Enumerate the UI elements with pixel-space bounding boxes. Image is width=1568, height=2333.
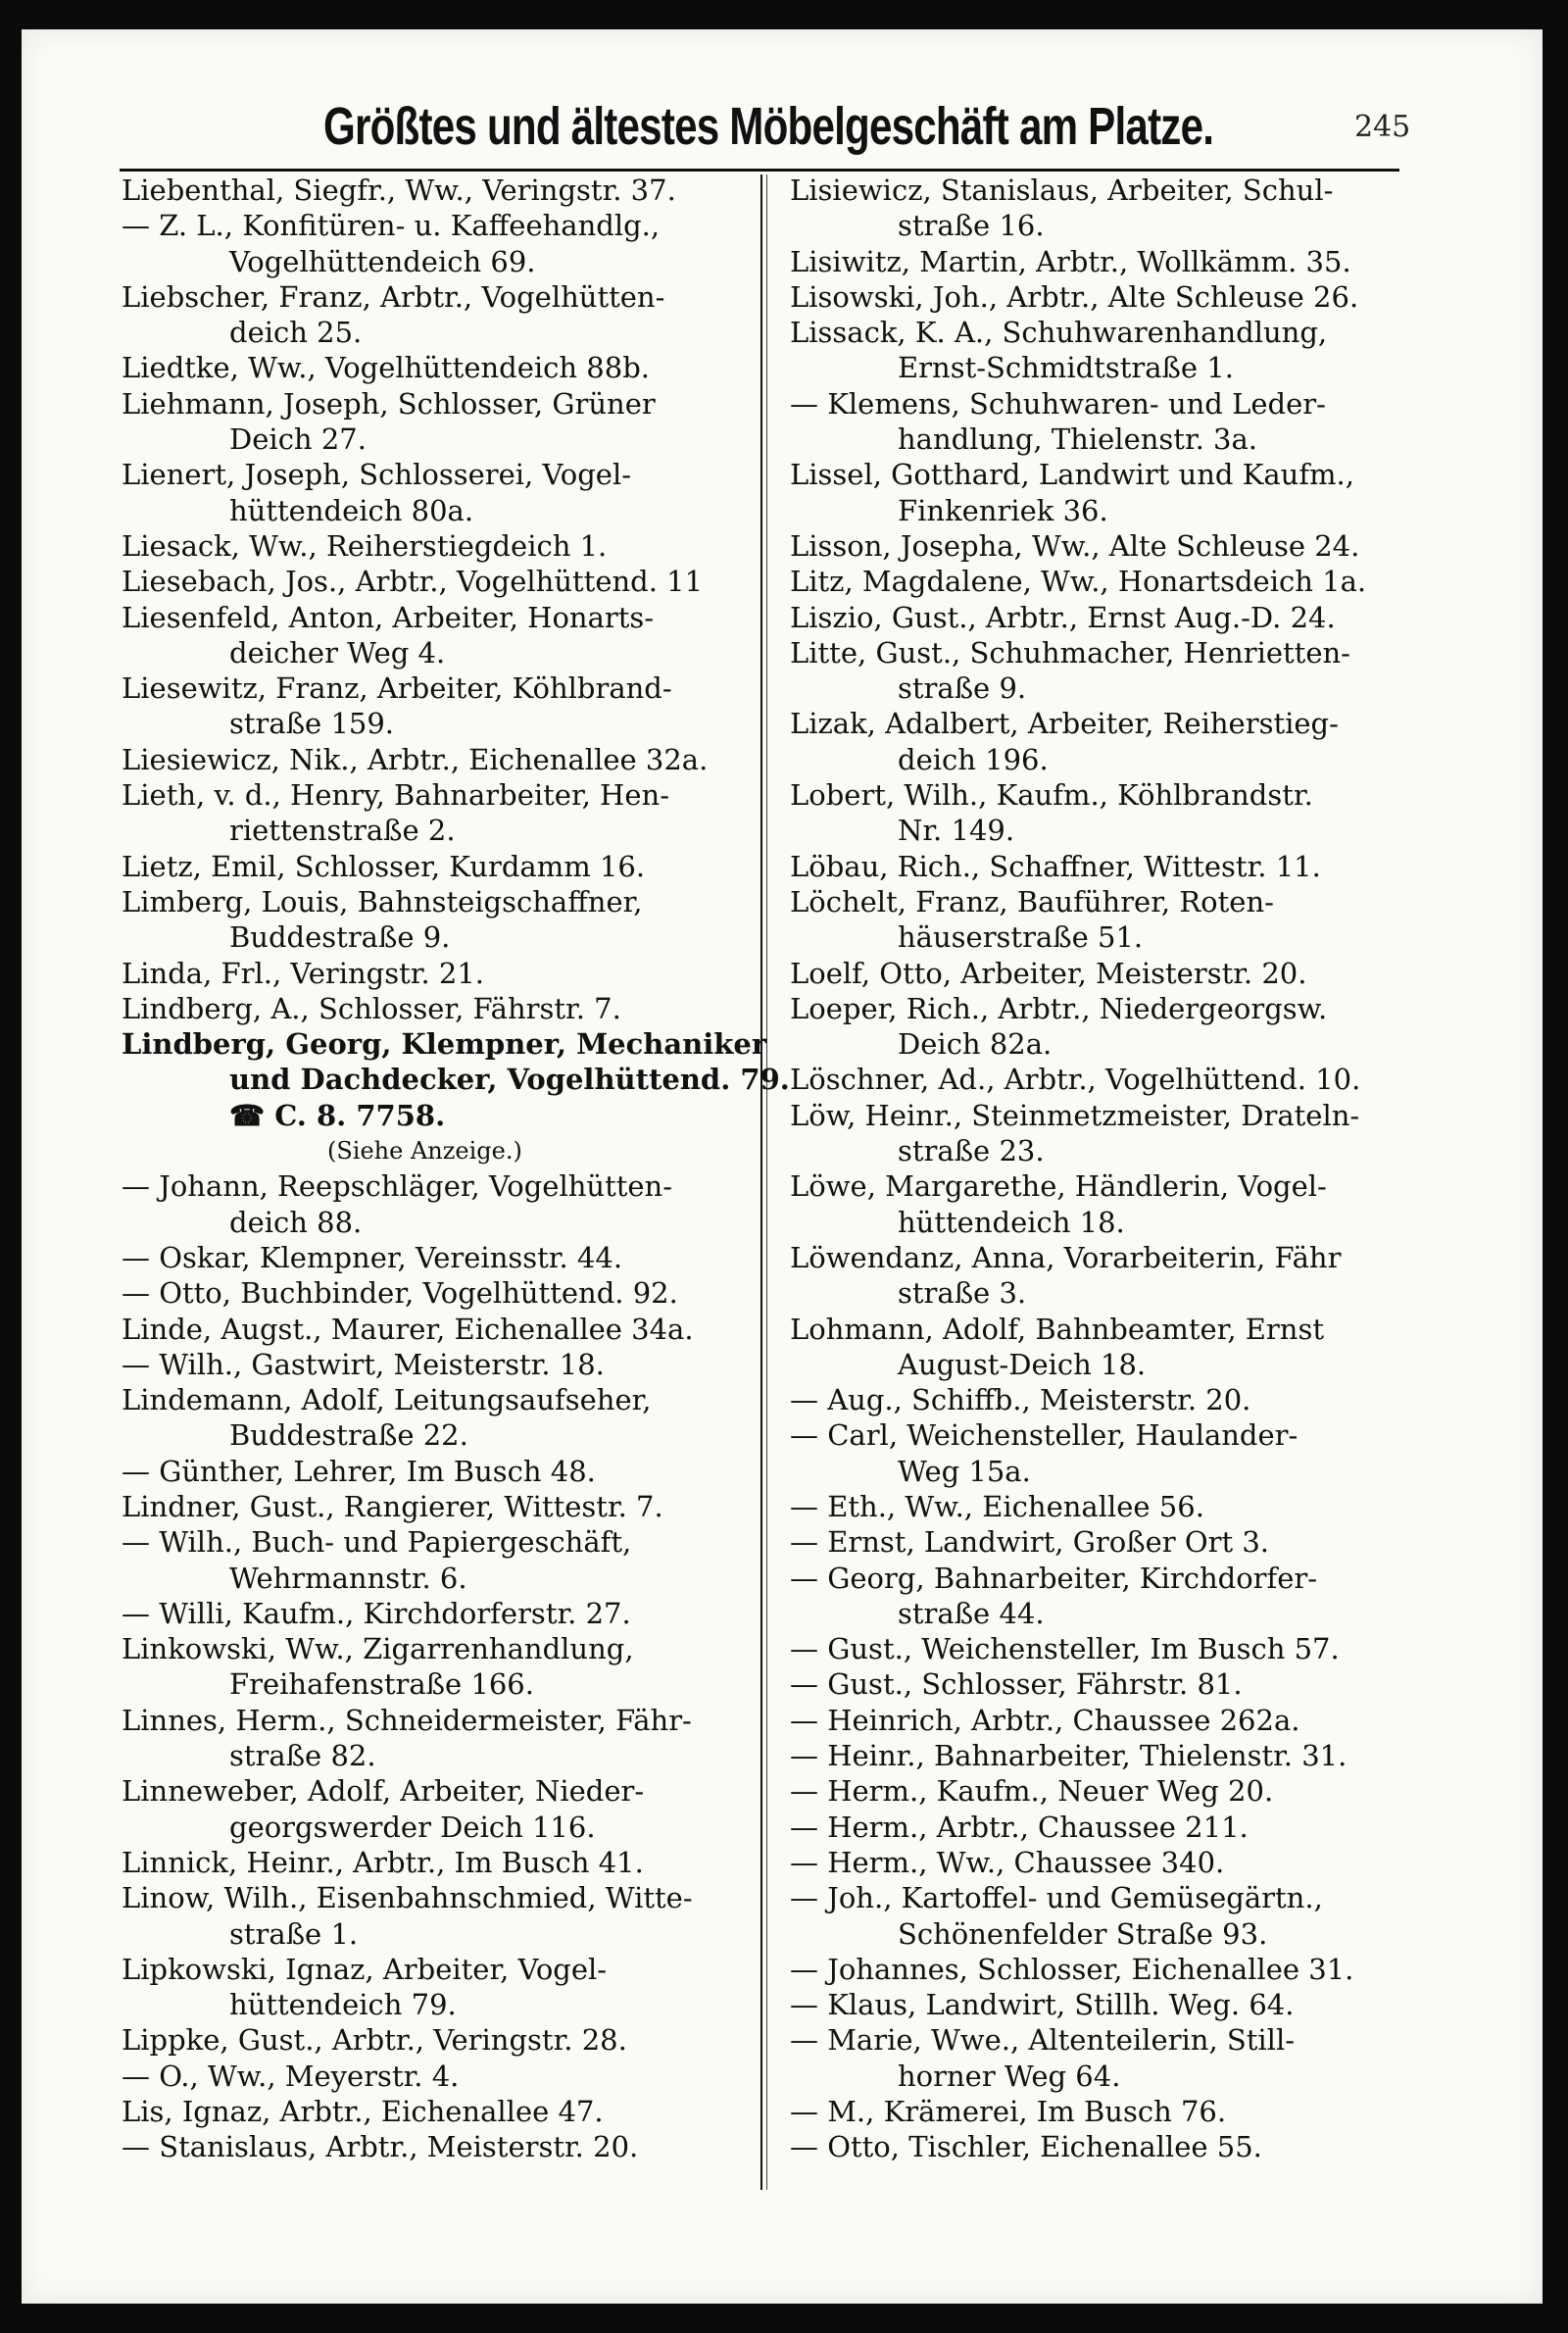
directory-entry-line: — Gust., Weichensteller, Im Busch 57.: [790, 1632, 1340, 1666]
directory-entry-line: — Marie, Wwe., Altenteilerin, Still-: [790, 2023, 1296, 2058]
header-rule: [120, 169, 1399, 172]
directory-entry-line: Ernst-Schmidtstraße 1.: [898, 351, 1234, 385]
directory-entry-line: deich 88.: [229, 1205, 363, 1239]
directory-entry-line: Liesebach, Jos., Arbtr., Vogelhüttend. 11: [122, 565, 704, 599]
directory-entry-line: Linkowski, Ww., Zigarrenhandlung,: [122, 1632, 634, 1666]
directory-entry-line: Liedtke, Ww., Vogelhüttendeich 88b.: [122, 351, 650, 385]
directory-entry-line: Lisowski, Joh., Arbtr., Alte Schleuse 26.: [790, 279, 1359, 314]
directory-entry-line: Linnick, Heinr., Arbtr., Im Busch 41.: [122, 1845, 644, 1879]
directory-entry-line: Lissel, Gotthard, Landwirt und Kaufm.,: [790, 458, 1354, 492]
directory-entry-line: Lindberg, A., Schlosser, Fährstr. 7.: [122, 991, 621, 1025]
directory-entry-line: Litz, Magdalene, Ww., Honartsdeich 1a.: [790, 565, 1367, 599]
directory-entry-line: Vogelhüttendeich 69.: [229, 244, 536, 278]
directory-entry-line: — Herm., Ww., Chaussee 340.: [790, 1845, 1225, 1879]
directory-entry-line: Lisson, Josepha, Ww., Alte Schleuse 24.: [790, 528, 1360, 563]
directory-entry-line: Liebscher, Franz, Arbtr., Vogelhütten-: [122, 279, 665, 314]
directory-entry-line: Liesack, Ww., Reiherstiegdeich 1.: [122, 528, 608, 563]
directory-entry-line: Lis, Ignaz, Arbtr., Eichenallee 47.: [122, 2095, 604, 2129]
directory-entry-line: Linda, Frl., Veringstr. 21.: [122, 956, 485, 990]
directory-entry-line: horner Weg 64.: [898, 2059, 1121, 2093]
column-divider-inner: [766, 174, 767, 2190]
directory-entry-line: Freihafenstraße 166.: [229, 1667, 534, 1702]
directory-entry-line: Lippke, Gust., Arbtr., Veringstr. 28.: [122, 2023, 627, 2058]
directory-entry-line: — Herm., Arbtr., Chaussee 211.: [790, 1810, 1249, 1844]
directory-entry-line: Lissack, K. A., Schuhwarenhandlung,: [790, 316, 1328, 350]
directory-entry-line: straße 9.: [898, 671, 1027, 706]
directory-entry-line: — O., Ww., Meyerstr. 4.: [122, 2059, 460, 2093]
directory-entry-line: Löschner, Ad., Arbtr., Vogelhüttend. 10.: [790, 1063, 1361, 1097]
directory-entry-line: Löwendanz, Anna, Vorarbeiterin, Fähr: [790, 1240, 1342, 1274]
directory-entry-line: straße 159.: [229, 707, 395, 741]
directory-entry-line: Linow, Wilh., Eisenbahnschmied, Witte-: [122, 1881, 693, 1915]
directory-entry-line: Buddestraße 22.: [229, 1418, 468, 1453]
directory-entry-line: Linde, Augst., Maurer, Eichenallee 34a.: [122, 1312, 694, 1346]
directory-entry-line: Löwe, Margarethe, Händlerin, Vogel-: [790, 1169, 1327, 1204]
directory-entry-line: — Stanislaus, Arbtr., Meisterstr. 20.: [122, 2130, 639, 2164]
column-divider: [760, 174, 762, 2190]
directory-entry-line: — M., Krämerei, Im Busch 76.: [790, 2095, 1227, 2129]
directory-entry-line: deich 25.: [229, 316, 363, 350]
directory-entry-line: Loelf, Otto, Arbeiter, Meisterstr. 20.: [790, 956, 1307, 990]
directory-entry-line: häuserstraße 51.: [898, 920, 1144, 955]
directory-entry-line: Lindberg, Georg, Klempner, Mechaniker: [122, 1027, 767, 1062]
directory-entry-line: — Carl, Weichensteller, Haulander-: [790, 1418, 1298, 1453]
left-column: [122, 173, 790, 2165]
directory-entry-line: — Gust., Schlosser, Fährstr. 81.: [790, 1667, 1243, 1702]
directory-entry-line: — Günther, Lehrer, Im Busch 48.: [122, 1454, 596, 1488]
directory-entry-line: Lisiewicz, Stanislaus, Arbeiter, Schul-: [790, 174, 1334, 207]
directory-entry-line: — Oskar, Klempner, Vereinsstr. 44.: [122, 1240, 623, 1274]
directory-entry-line: straße 23.: [898, 1134, 1045, 1168]
directory-entry-line: — Johannes, Schlosser, Eichenallee 31.: [790, 1952, 1354, 1986]
page-title: Größtes und ältestes Möbelgeschäft am Platze.: [323, 97, 1214, 156]
directory-entry-line: Liehmann, Joseph, Schlosser, Grüner: [122, 386, 656, 421]
directory-entry-line: hüttendeich 80a.: [229, 493, 474, 527]
directory-entry-line: Lisiwitz, Martin, Arbtr., Wollkämm. 35.: [790, 244, 1351, 278]
directory-entry-line: und Dachdecker, Vogelhüttend. 79.: [229, 1063, 790, 1097]
directory-entry-line: hüttendeich 18.: [898, 1205, 1125, 1239]
directory-entry-line: Löchelt, Franz, Bauführer, Roten-: [790, 884, 1274, 918]
directory-entry-line: — Eth., Ww., Eichenallee 56.: [790, 1489, 1204, 1523]
directory-entry-line: straße 16.: [898, 209, 1045, 243]
directory-entry-line: Nr. 149.: [898, 814, 1015, 848]
directory-entry-line: straße 44.: [898, 1596, 1045, 1630]
directory-entry-line: — Johann, Reepschläger, Vogelhütten-: [122, 1169, 673, 1204]
directory-entry-line: — Klemens, Schuhwaren- und Leder-: [790, 386, 1326, 421]
directory-entry-line: deicher Weg 4.: [229, 635, 446, 670]
directory-entry-line: August-Deich 18.: [898, 1347, 1147, 1381]
directory-entry-line: — Herm., Kaufm., Neuer Weg 20.: [790, 1774, 1274, 1809]
directory-entry-line: Lindner, Gust., Rangierer, Wittestr. 7.: [122, 1489, 663, 1523]
directory-entry-line: Lipkowski, Ignaz, Arbeiter, Vogel-: [122, 1952, 608, 1986]
directory-entry-line: Linnes, Herm., Schneidermeister, Fähr-: [122, 1703, 692, 1737]
directory-entry-line: deich 196.: [898, 742, 1049, 776]
page-number: 245: [1354, 110, 1411, 144]
directory-entry-line: riettenstraße 2.: [229, 814, 456, 848]
directory-entry-line: Lieth, v. d., Henry, Bahnarbeiter, Hen-: [122, 778, 669, 813]
directory-entry-line: hüttendeich 79.: [229, 1988, 457, 2022]
directory-entry-line: Lohmann, Adolf, Bahnbeamter, Ernst: [790, 1312, 1324, 1346]
directory-entry-line: — Willi, Kaufm., Kirchdorferstr. 27.: [122, 1596, 631, 1630]
directory-entry-line: straße 3.: [898, 1276, 1027, 1311]
directory-entry-line: Loeper, Rich., Arbtr., Niedergeorgsw.: [790, 991, 1328, 1025]
directory-entry-line: Lietz, Emil, Schlosser, Kurdamm 16.: [122, 849, 646, 883]
directory-entry-line: Liesenfeld, Anton, Arbeiter, Honarts-: [122, 600, 655, 634]
directory-entry-line: — Klaus, Landwirt, Stillh. Weg. 64.: [790, 1988, 1295, 2022]
directory-entry-line: — Otto, Tischler, Eichenallee 55.: [790, 2130, 1262, 2164]
directory-entry-line: Deich 82a.: [898, 1027, 1053, 1062]
directory-entry-line: Schönenfelder Straße 93.: [898, 1916, 1268, 1951]
directory-entry-line: Buddestraße 9.: [229, 920, 451, 955]
directory-entry-line: Weg 15a.: [898, 1454, 1031, 1488]
directory-entry-line: — Aug., Schiffb., Meisterstr. 20.: [790, 1383, 1251, 1417]
directory-entry-line: Litte, Gust., Schuhmacher, Henrietten-: [790, 635, 1350, 670]
directory-entry-line: Liszio, Gust., Arbtr., Ernst Aug.-D. 24.: [790, 600, 1336, 634]
directory-entry-line: Wehrmannstr. 6.: [229, 1561, 467, 1595]
directory-entry-line: — Z. L., Konfitüren- u. Kaffeehandlg.,: [122, 209, 661, 243]
directory-entry-line: Lienert, Joseph, Schlosserei, Vogel-: [122, 458, 632, 492]
directory-entry-line: Liebenthal, Siegfr., Ww., Veringstr. 37.: [122, 174, 676, 207]
directory-entry-line: — Joh., Kartoffel- und Gemüsegärtn.,: [790, 1881, 1323, 1915]
directory-entry-line: Deich 27.: [229, 422, 367, 457]
directory-entry-line: Liesewitz, Franz, Arbeiter, Köhlbrand-: [122, 671, 672, 706]
directory-entry-line: — Otto, Buchbinder, Vogelhüttend. 92.: [122, 1276, 678, 1311]
directory-entry-line: ☎ C. 8. 7758.: [229, 1098, 446, 1132]
right-column: [790, 173, 1417, 2165]
directory-entry-line: (Siehe Anzeige.): [327, 1137, 522, 1166]
directory-entry-line: — Wilh., Gastwirt, Meisterstr. 18.: [122, 1347, 605, 1381]
directory-entry-line: — Heinrich, Arbtr., Chaussee 262a.: [790, 1703, 1300, 1737]
directory-entry-line: Linneweber, Adolf, Arbeiter, Nieder-: [122, 1774, 645, 1809]
directory-entry-line: — Wilh., Buch- und Papiergeschäft,: [122, 1525, 632, 1560]
directory-entry-line: — Heinr., Bahnarbeiter, Thielenstr. 31.: [790, 1739, 1348, 1773]
directory-entry-line: Lindemann, Adolf, Leitungsaufseher,: [122, 1383, 652, 1417]
directory-entry-line: Lobert, Wilh., Kaufm., Köhlbrandstr.: [790, 778, 1313, 813]
directory-entry-line: Löw, Heinr., Steinmetzmeister, Drateln-: [790, 1098, 1360, 1132]
directory-entry-line: Löbau, Rich., Schaffner, Wittestr. 11.: [790, 849, 1321, 883]
directory-entry-line: handlung, Thielenstr. 3a.: [898, 422, 1258, 457]
directory-entry-line: Lizak, Adalbert, Arbeiter, Reiherstieg-: [790, 707, 1339, 741]
directory-entry-line: straße 1.: [229, 1916, 359, 1951]
directory-entry-line: straße 82.: [229, 1739, 376, 1773]
directory-entry-line: georgswerder Deich 116.: [229, 1810, 596, 1844]
directory-entry-line: — Georg, Bahnarbeiter, Kirchdorfer-: [790, 1561, 1318, 1595]
directory-entry-line: Finkenriek 36.: [898, 493, 1108, 527]
directory-entry-line: Limberg, Louis, Bahnsteigschaffner,: [122, 884, 643, 918]
directory-entry-line: — Ernst, Landwirt, Großer Ort 3.: [790, 1525, 1270, 1560]
directory-entry-line: Liesiewicz, Nik., Arbtr., Eichenallee 32a.: [122, 742, 709, 776]
